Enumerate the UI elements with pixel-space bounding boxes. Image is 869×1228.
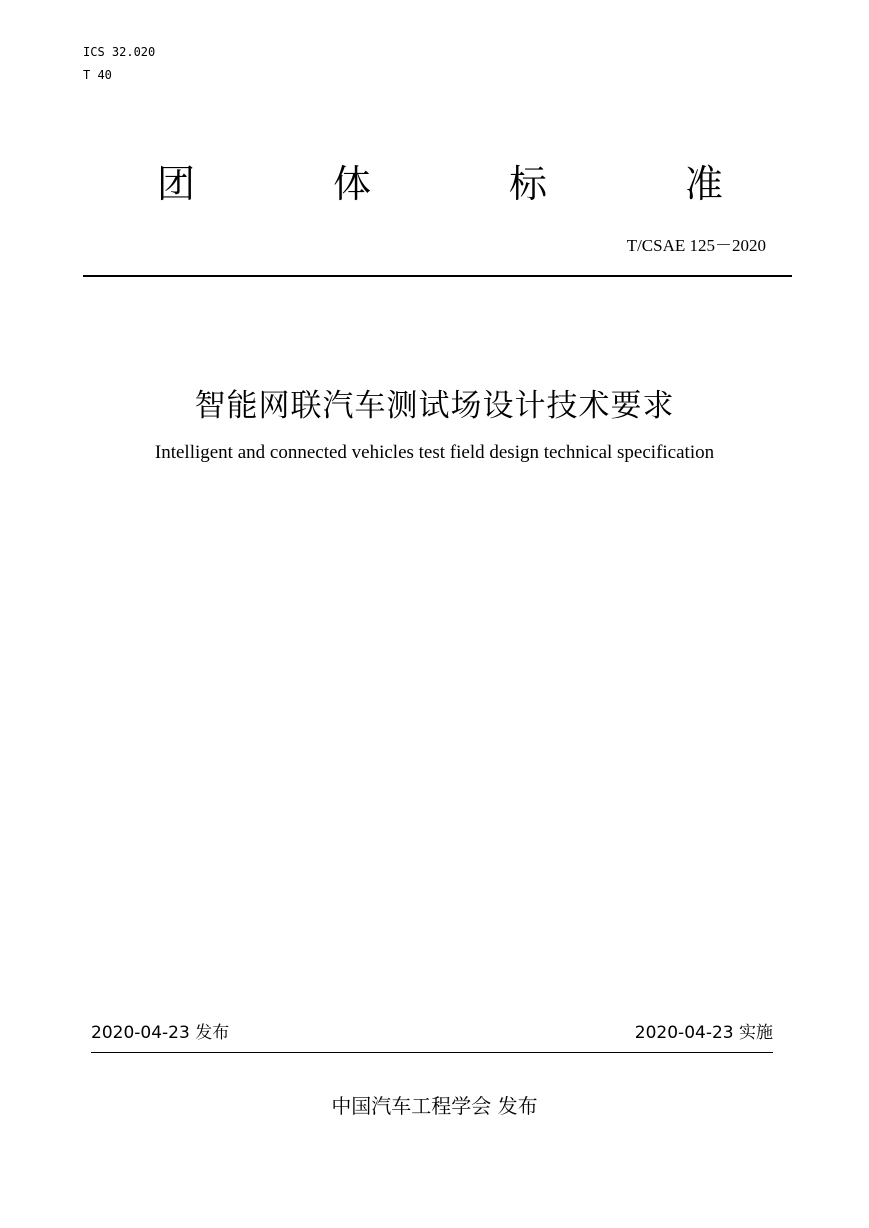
standard-type-char: 标: [508, 162, 547, 206]
issuing-organization: 中国汽车工程学会 发布: [331, 1094, 538, 1118]
standard-type-char: 团: [156, 162, 195, 206]
publish-date: 2020-04-23 发布: [91, 1023, 230, 1043]
classification-code: T 40: [83, 68, 112, 82]
standard-type-heading: [150, 162, 730, 206]
ics-code: ICS 32.020: [83, 45, 156, 59]
top-divider: [83, 275, 792, 277]
english-title: Intelligent and connected vehicles test field design technical specification: [154, 442, 715, 463]
bottom-divider: [91, 1052, 773, 1053]
implementation-date: 2020-04-23 实施: [634, 1023, 773, 1043]
standard-type-char: 准: [684, 162, 723, 206]
chinese-title: 智能网联汽车测试场设计技术要求: [194, 388, 675, 424]
standard-type-char: 体: [332, 162, 371, 206]
standard-number: T/CSAE 125－2020: [626, 236, 766, 255]
